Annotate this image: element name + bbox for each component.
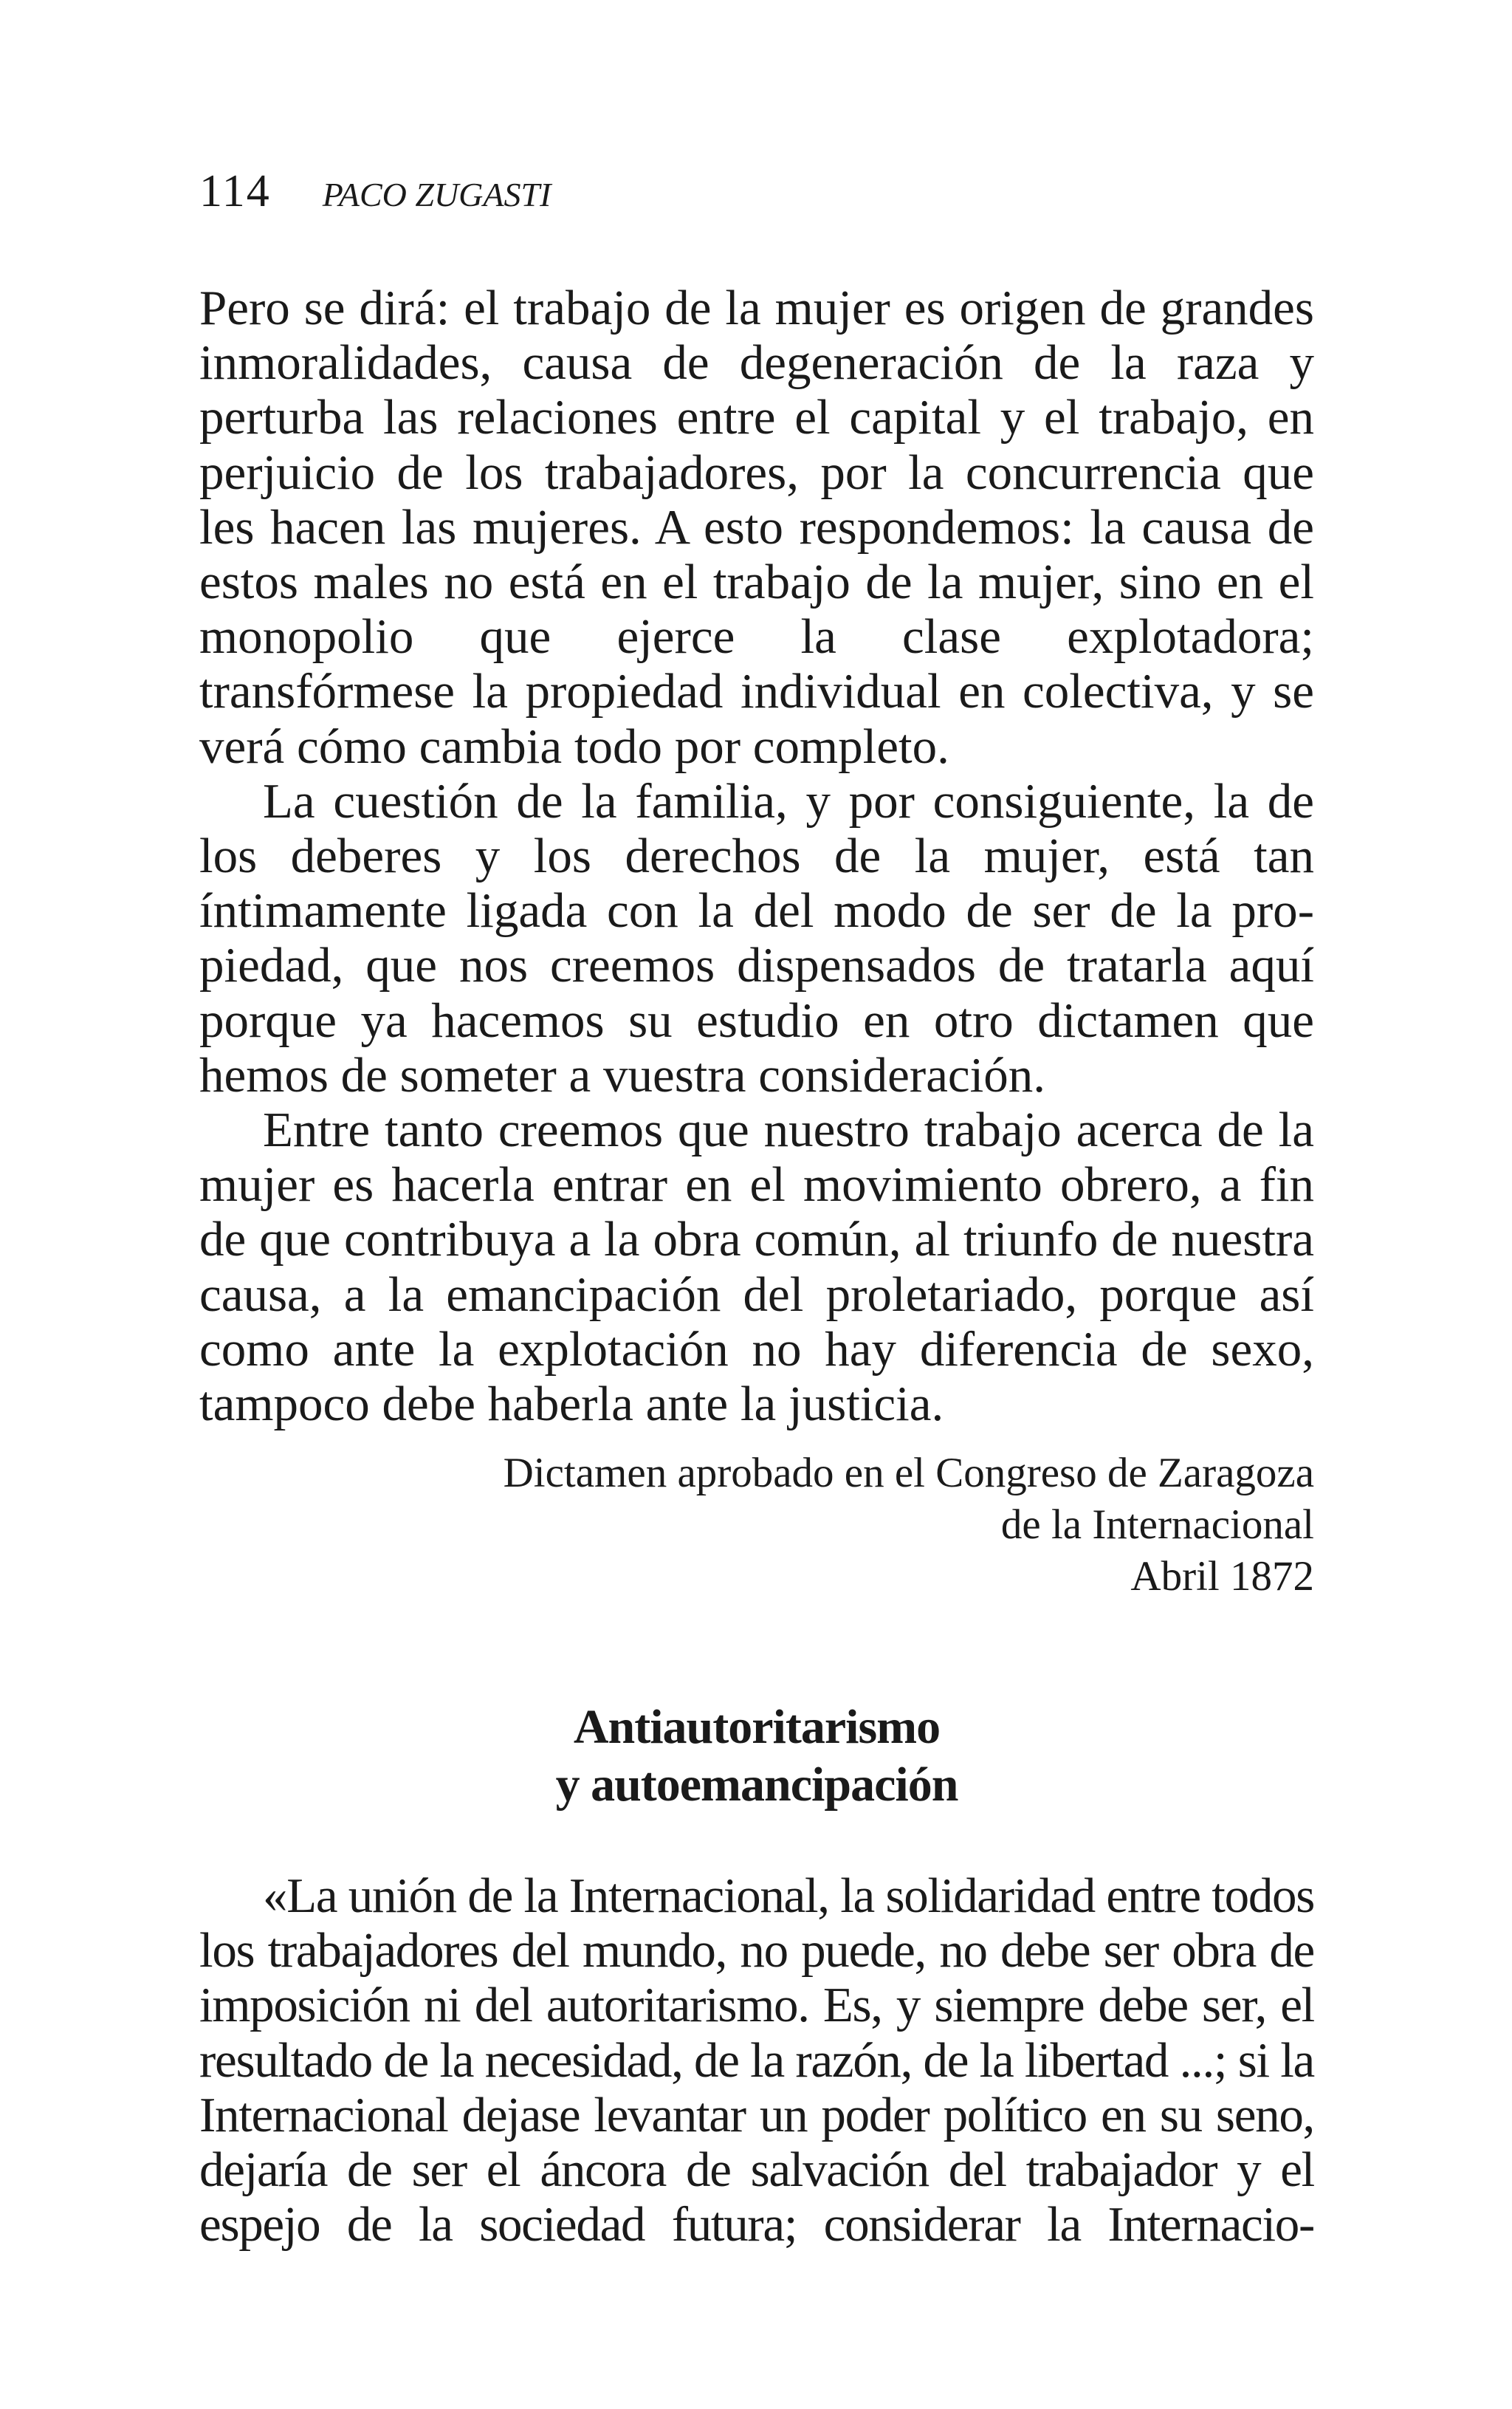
- body-text: [199, 281, 1314, 1431]
- body-paragraph: Entre tanto creemos que nuestro trabajo acerca de la mujer es hacerla entrar en el movimiento obrero, a fin de que contribuya a la obra común, al triunfo de nuestra causa, a la emancipación del proletariado, porque así como ante la explotación no hay diferencia de sexo, tampoco debe haberla ante la justicia.: [199, 1103, 1314, 1432]
- section-heading-line: Antiautoritarismo: [573, 1700, 941, 1754]
- quote-paragraph: «La unión de la Internacional, la solidaridad entre todos los trabajadores del mundo, no puede, no debe ser obra de imposición ni del autoritarismo. Es, y siempre debe ser, el resultado de la necesidad, de la razón, de la libertad ...; si la Internacional dejase levantar un poder político en su seno, dejaría de ser el áncora de salvación del trabajador y el espejo de la sociedad futura; considerar la Internacio-: [199, 1868, 1314, 2252]
- source-attribution: [199, 1447, 1314, 1603]
- attribution-line: Dictamen aprobado en el Congreso de Zaragoza: [503, 1450, 1314, 1496]
- running-head: [199, 168, 551, 214]
- page-number: 114: [199, 166, 271, 216]
- running-head-author: PACO ZUGASTI: [322, 176, 551, 213]
- book-page: [199, 0, 1314, 2409]
- section-heading: [199, 1699, 1314, 1814]
- attribution-date: Abril 1872: [1130, 1553, 1314, 1600]
- attribution-line: de la Internacional: [1000, 1501, 1314, 1548]
- section-body: [199, 1868, 1314, 2252]
- body-paragraph: Pero se dirá: el trabajo de la mujer es origen de grandes inmoralidades, causa de degeneración de la raza y perturba las relaciones entre el capital y el trabajo, en perjuicio de los trabajadores, por la concurrencia que les hacen las mujeres. A esto respondemos: la causa de estos males no está en el trabajo de la mujer, sino en el monopolio que ejerce la clase explotadora; transfórmese la propiedad individual en colectiva, y se verá cómo cambia todo por completo.: [199, 281, 1314, 774]
- body-paragraph: La cuestión de la familia, y por consiguiente, la de los deberes y los derechos de la mujer, está tan íntimamente ligada con la del modo de ser de la propiedad, que nos creemos dispensados de tratarla aquí porque ya hacemos su estudio en otro dictamen que hemos de someter a vuestra consideración.: [199, 773, 1314, 1103]
- section-heading-line: y autoemancipación: [555, 1758, 958, 1812]
